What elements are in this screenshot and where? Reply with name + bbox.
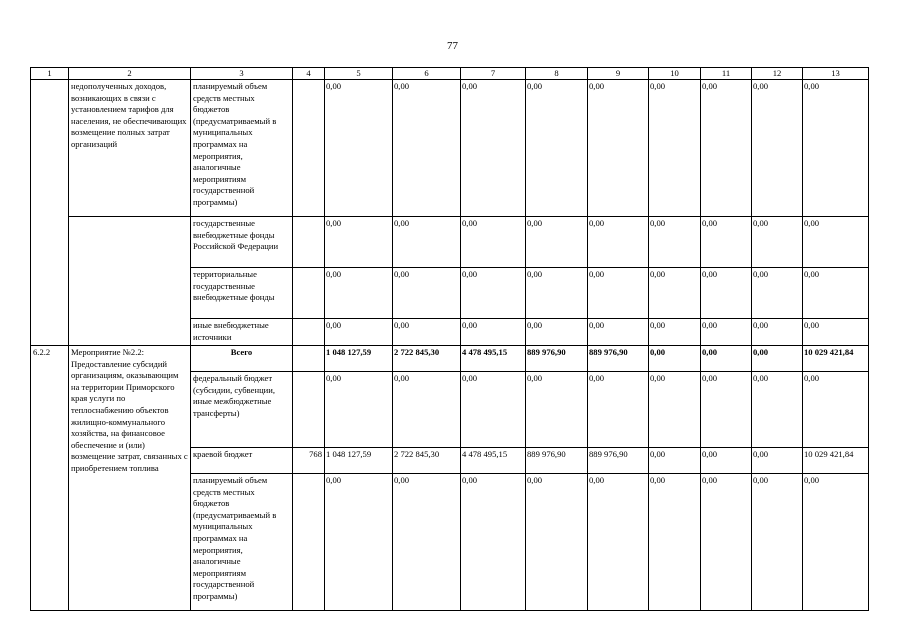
value-cell: 0,00 xyxy=(752,319,803,346)
value-cell: 0,00 xyxy=(752,448,803,474)
value-cell: 0,00 xyxy=(526,217,588,268)
value-cell: 0,00 xyxy=(325,372,393,448)
value-cell: 0,00 xyxy=(752,346,803,372)
col-header: 2 xyxy=(69,68,191,80)
value-cell: 4 478 495,15 xyxy=(461,448,526,474)
col-header: 3 xyxy=(191,68,293,80)
value-cell: 0,00 xyxy=(461,217,526,268)
value-cell: 0,00 xyxy=(752,268,803,319)
value-cell: 0,00 xyxy=(803,268,869,319)
value-cell: 0,00 xyxy=(526,80,588,217)
value-cell: 0,00 xyxy=(526,268,588,319)
value-cell: 4 478 495,15 xyxy=(461,346,526,372)
value-cell: 0,00 xyxy=(461,80,526,217)
value-cell: 0,00 xyxy=(325,319,393,346)
budget-table xyxy=(30,67,869,611)
source-cell: краевой бюджет xyxy=(191,448,293,474)
code-cell xyxy=(293,474,325,611)
table-row xyxy=(31,268,869,319)
code-cell xyxy=(293,372,325,448)
table-row xyxy=(31,80,869,217)
value-cell: 0,00 xyxy=(803,319,869,346)
source-cell: планируемый объем средств местных бюджетов (предусматриваемый в муниципальных программах на мероприятия, аналогичные мероприятиям государственной программы) xyxy=(191,80,293,217)
col-header: 10 xyxy=(649,68,701,80)
table-row xyxy=(31,217,869,268)
value-cell: 0,00 xyxy=(393,319,461,346)
col-header: 5 xyxy=(325,68,393,80)
value-cell: 0,00 xyxy=(325,217,393,268)
source-cell: государственные внебюджетные фонды Российской Федерации xyxy=(191,217,293,268)
value-cell: 0,00 xyxy=(588,268,649,319)
value-cell: 0,00 xyxy=(393,372,461,448)
source-cell: иные внебюджетные источники xyxy=(191,319,293,346)
value-cell: 0,00 xyxy=(752,474,803,611)
value-cell: 0,00 xyxy=(752,217,803,268)
value-cell: 0,00 xyxy=(649,346,701,372)
value-cell: 0,00 xyxy=(649,448,701,474)
value-cell: 889 976,90 xyxy=(526,448,588,474)
value-cell: 0,00 xyxy=(649,474,701,611)
value-cell: 0,00 xyxy=(701,474,752,611)
value-cell: 0,00 xyxy=(803,80,869,217)
code-cell xyxy=(293,319,325,346)
value-cell: 10 029 421,84 xyxy=(803,346,869,372)
value-cell: 0,00 xyxy=(701,217,752,268)
value-cell: 0,00 xyxy=(649,268,701,319)
value-cell: 889 976,90 xyxy=(526,346,588,372)
value-cell: 0,00 xyxy=(461,474,526,611)
value-cell: 0,00 xyxy=(461,268,526,319)
code-cell xyxy=(293,268,325,319)
code-cell xyxy=(293,80,325,217)
code-cell xyxy=(293,217,325,268)
value-cell: 0,00 xyxy=(649,80,701,217)
value-cell: 0,00 xyxy=(325,474,393,611)
item-name-cell xyxy=(69,319,191,346)
value-cell: 0,00 xyxy=(393,217,461,268)
value-cell: 0,00 xyxy=(701,80,752,217)
source-cell: территориальные государственные внебюджетные фонды xyxy=(191,268,293,319)
value-cell: 889 976,90 xyxy=(588,346,649,372)
page-number: 77 xyxy=(447,40,458,52)
value-cell: 0,00 xyxy=(325,268,393,319)
value-cell: 0,00 xyxy=(701,448,752,474)
item-number-cell xyxy=(31,217,69,268)
value-cell: 0,00 xyxy=(526,474,588,611)
value-cell: 0,00 xyxy=(649,217,701,268)
item-number-cell xyxy=(31,268,69,319)
table-row-total xyxy=(31,346,869,372)
source-cell: федеральный бюджет (субсидии, субвенции, иные межбюджетные трансферты) xyxy=(191,372,293,448)
value-cell: 0,00 xyxy=(649,372,701,448)
col-header: 9 xyxy=(588,68,649,80)
value-cell: 0,00 xyxy=(701,372,752,448)
col-header: 7 xyxy=(461,68,526,80)
item-name-cell: недополученных доходов, возникающих в связи с установлением тарифов для населения, не обеспечивающих возмещение полных затрат организаций xyxy=(69,80,191,217)
item-name-cell xyxy=(69,217,191,268)
col-header: 13 xyxy=(803,68,869,80)
item-number-cell xyxy=(31,319,69,346)
value-cell: 0,00 xyxy=(393,268,461,319)
value-cell: 0,00 xyxy=(461,372,526,448)
item-name-cell: Мероприятие №2.2: Предоставление субсидий организациям, оказывающим на территории Приморского края услуги по теплоснабжению объектов жилищно-коммунального хозяйства, на финансовое обеспечение и (или) возмещение затрат, связанных с приобретением топлива xyxy=(69,346,191,611)
col-header: 12 xyxy=(752,68,803,80)
value-cell: 0,00 xyxy=(393,474,461,611)
value-cell: 0,00 xyxy=(588,80,649,217)
col-header: 4 xyxy=(293,68,325,80)
header-row xyxy=(31,68,869,80)
value-cell: 0,00 xyxy=(393,80,461,217)
value-cell: 2 722 845,30 xyxy=(393,346,461,372)
value-cell: 0,00 xyxy=(803,217,869,268)
value-cell: 0,00 xyxy=(701,346,752,372)
col-header: 6 xyxy=(393,68,461,80)
item-number-cell: 6.2.2 xyxy=(31,346,69,611)
value-cell: 0,00 xyxy=(701,268,752,319)
value-cell: 0,00 xyxy=(461,319,526,346)
value-cell: 889 976,90 xyxy=(588,448,649,474)
value-cell: 0,00 xyxy=(803,474,869,611)
value-cell: 2 722 845,30 xyxy=(393,448,461,474)
value-cell: 0,00 xyxy=(588,474,649,611)
item-name-cell xyxy=(69,268,191,319)
value-cell: 0,00 xyxy=(701,319,752,346)
value-cell: 0,00 xyxy=(588,217,649,268)
source-cell: планируемый объем средств местных бюджетов (предусматриваемый в муниципальных программах на мероприятия, аналогичные мероприятиям государственной программы) xyxy=(191,474,293,611)
col-header: 1 xyxy=(31,68,69,80)
value-cell: 0,00 xyxy=(325,80,393,217)
table-row xyxy=(31,319,869,346)
item-number-cell xyxy=(31,80,69,217)
value-cell: 0,00 xyxy=(752,80,803,217)
code-cell: 768 xyxy=(293,448,325,474)
col-header: 11 xyxy=(701,68,752,80)
value-cell: 0,00 xyxy=(526,372,588,448)
value-cell: 0,00 xyxy=(803,372,869,448)
value-cell: 1 048 127,59 xyxy=(325,448,393,474)
value-cell: 0,00 xyxy=(588,372,649,448)
source-cell: Всего xyxy=(191,346,293,372)
value-cell: 1 048 127,59 xyxy=(325,346,393,372)
value-cell: 10 029 421,84 xyxy=(803,448,869,474)
code-cell xyxy=(293,346,325,372)
col-header: 8 xyxy=(526,68,588,80)
value-cell: 0,00 xyxy=(526,319,588,346)
value-cell: 0,00 xyxy=(752,372,803,448)
value-cell: 0,00 xyxy=(649,319,701,346)
value-cell: 0,00 xyxy=(588,319,649,346)
